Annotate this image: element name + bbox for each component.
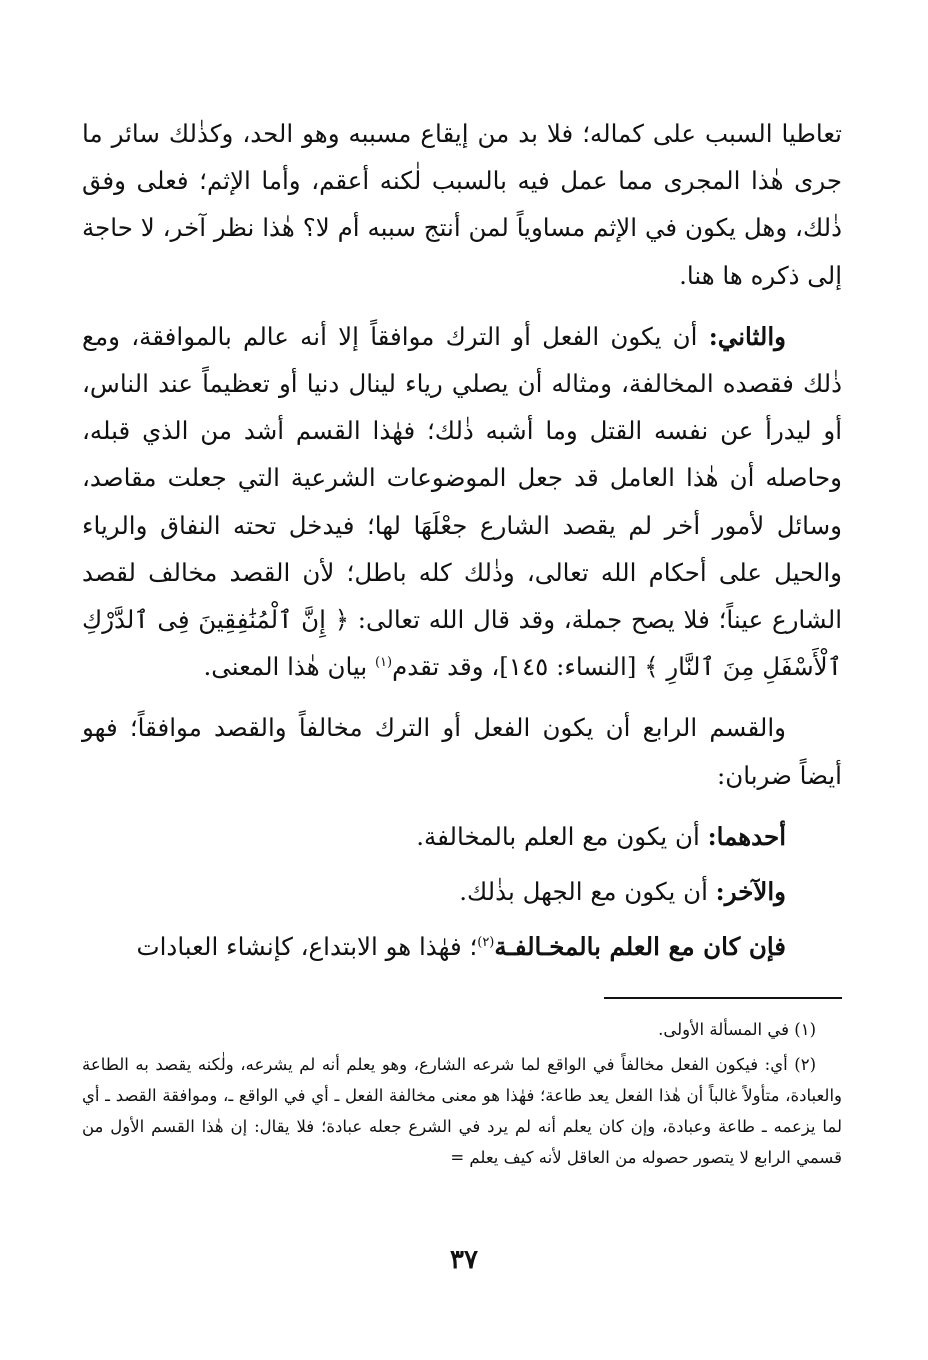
footnotes-block [82, 1014, 842, 1173]
paragraph-5 [82, 868, 842, 915]
paragraph-6-lead: فإن كان مع العلم بالمخـالفـة [494, 932, 786, 962]
paragraph-6 [82, 923, 842, 970]
main-text-block [82, 110, 842, 984]
footnote-marker-1[interactable]: (١) [374, 655, 393, 671]
footnote-separator [604, 997, 842, 999]
paragraph-2-text: أن يكون الفعل أو الترك موافقاً إلا أنه عالم بالموافقة، ومع ذٰلك فقصده المخالفة، ومثاله أن يصلي رياء لينال دنيا أو تعظيماً عند الناس، أو ليدرأ عن نفسه القتل وما أشبه ذٰلك؛ فهٰذا القسم أشد من الذي قبله، وحاصله أن هٰذا العامل قد جعل الموضوعات الشرعية التي جعلت مقاصد، وسائل لأمور أخر لم يقصد الشارع جعْلَهَا لها؛ فيدخل تحته النفاق والرياء والحيل على أحكام الله تعالى، وذٰلك كله باطل؛ لأن القصد مخالف لقصد الشارع عيناً؛ فلا يصح جملة، وقد قال الله تعالى: [82, 321, 842, 635]
footnote-2: (٢) أي: فيكون الفعل مخالفاً في الواقع لما شرعه الشارع، وهو يعلم أنه لم يشرعه، ولٰكنه يقصد به الطاعة والعبادة، متأولاً غالباً أن هٰذا الفعل يعد طاعة؛ فهٰذا هو معنى مخالفة الفعل ـ أي في الواقع ـ، وموافقة القصد ـ أي لما يزعمه ـ طاعة وعبادة، وإن كان يعلم أنه لم يرد في الشرع جعله عبادة؛ فلا يقال: إن هٰذا القسم الأول من قسمي الرابع لا يتصور حصوله من العاقل لأنه كيف يعلم = [82, 1055, 842, 1167]
paragraph-3-text: والقسم الرابع أن يكون الفعل أو الترك مخالفاً والقصد موافقاً؛ فهو أيضاً ضربان: [82, 713, 842, 790]
paragraph-5-lead: والآخر: [715, 877, 786, 907]
paragraph-1-text: تعاطيا السبب على كماله؛ فلا بد من إيقاع مسببه وهو الحد، وكذٰلك سائر ما جرى هٰذا المجرى مما عمل فيه بالسبب لٰكنه أعقم، وأما الإثم؛ فعلى وفق ذٰلك، وهل يكون في الإثم مساوياً لمن أنتج سببه أم لا؟ هٰذا نظر آخر، لا حاجة إلى ذكره ها هنا. [82, 119, 842, 290]
footnote-marker-2[interactable]: (٢) [477, 935, 495, 951]
quran-verse: ﴿ إِنَّ ٱلْمُنَٰفِقِينَ فِى ٱلدَّرْكِ ٱلْأَسْفَلِ مِنَ ٱلنَّارِ ﴾ [82, 605, 842, 682]
paragraph-1 [82, 110, 842, 299]
paragraph-4 [82, 813, 842, 860]
paragraph-2-end: بيان هٰذا المعنى. [203, 652, 375, 682]
footnote-1: (١) في المسألة الأولى. [658, 1020, 816, 1039]
paragraph-4-lead: أحدهما: [707, 821, 786, 851]
paragraph-4-text: أن يكون مع العلم بالمخالفة. [416, 821, 708, 851]
paragraph-2-lead: والثاني: [708, 321, 786, 351]
paragraph-3 [82, 704, 842, 798]
paragraph-2 [82, 313, 842, 691]
paragraph-6-text: ؛ فهٰذا هو الابتداع، كإنشاء العبادات [136, 932, 478, 962]
paragraph-5-text: أن يكون مع الجهل بذٰلك. [459, 877, 716, 907]
page-number: ٣٧ [450, 1245, 478, 1275]
quran-reference: [النساء: ١٤٥]، وقد تقدم [392, 652, 645, 682]
